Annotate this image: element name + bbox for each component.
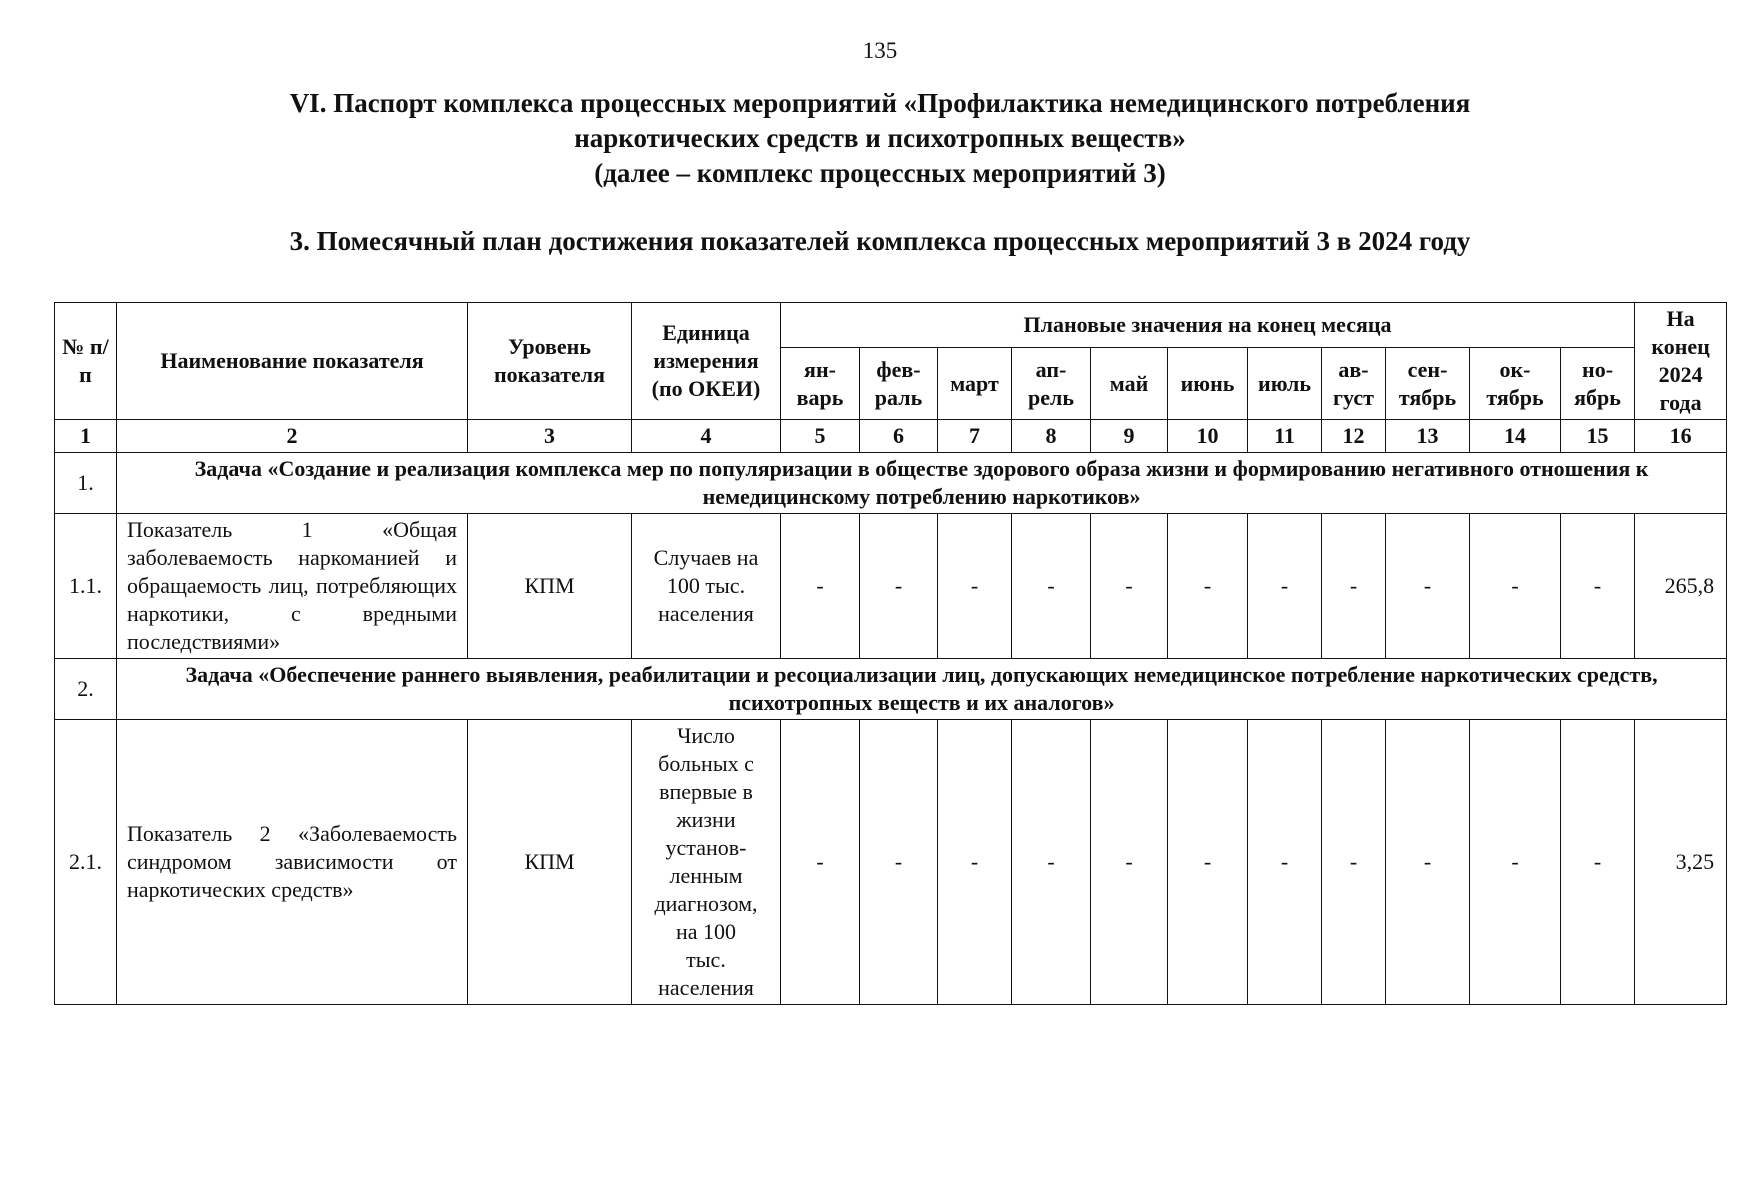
task-title: Задача «Создание и реализация комплекса мер по популяризации в обществе здорового образа жизни и формированию негативного отношения к немедицинскому потреблению наркотиков»	[117, 453, 1727, 514]
month-value: -	[1470, 514, 1561, 659]
column-number: 16	[1635, 420, 1727, 453]
indicator-level: КПМ	[468, 720, 632, 1005]
column-numbers-row	[55, 420, 1727, 453]
month-value: -	[1386, 514, 1470, 659]
header-num: № п/п	[55, 303, 117, 420]
task-number: 1.	[55, 453, 117, 514]
month-value: -	[860, 514, 938, 659]
column-number: 3	[468, 420, 632, 453]
header-final: На конец 2024 года	[1635, 303, 1727, 420]
column-number: 13	[1386, 420, 1470, 453]
header-month: фев- раль	[860, 348, 938, 420]
column-number: 2	[117, 420, 468, 453]
month-value: -	[1322, 720, 1386, 1005]
month-value: -	[1168, 720, 1248, 1005]
month-value: -	[1248, 514, 1322, 659]
header-month: ок- тябрь	[1470, 348, 1561, 420]
indicator-name: Показатель 2 «Заболеваемость синдромом зависимости от наркотических средств»	[117, 720, 468, 1005]
header-month: июнь	[1168, 348, 1248, 420]
final-value: 265,8	[1635, 514, 1727, 659]
task-title: Задача «Обеспечение раннего выявления, реабилитации и ресоциализации лиц, допускающих немедицинское потребление наркотических средств, психотропных веществ и их аналогов»	[117, 659, 1727, 720]
indicator-row	[55, 720, 1727, 1005]
monthly-plan-table	[54, 302, 1727, 1005]
final-value: 3,25	[1635, 720, 1727, 1005]
column-number: 1	[55, 420, 117, 453]
task-row	[55, 659, 1727, 720]
month-value: -	[1168, 514, 1248, 659]
header-month: ян- варь	[781, 348, 860, 420]
column-number: 7	[938, 420, 1012, 453]
column-number: 8	[1012, 420, 1091, 453]
task-row	[55, 453, 1727, 514]
month-value: -	[938, 720, 1012, 1005]
month-value: -	[1561, 720, 1635, 1005]
month-value: -	[860, 720, 938, 1005]
header-planned: Плановые значения на конец месяца	[781, 303, 1635, 348]
header-month: май	[1091, 348, 1168, 420]
column-number: 15	[1561, 420, 1635, 453]
section-heading: 3. Помесячный план достижения показателей комплекса процессных мероприятий 3 в 2024 году	[289, 226, 1471, 256]
table-body	[55, 453, 1727, 1005]
indicator-level: КПМ	[468, 514, 632, 659]
month-value: -	[1561, 514, 1635, 659]
header-month: июль	[1248, 348, 1322, 420]
task-number: 2.	[55, 659, 117, 720]
indicator-number: 2.1.	[55, 720, 117, 1005]
month-value: -	[781, 514, 860, 659]
heading-line-1: VI. Паспорт комплекса процессных мероприятий «Профилактика немедицинского потребления	[289, 88, 1471, 118]
column-number: 6	[860, 420, 938, 453]
month-value: -	[1248, 720, 1322, 1005]
month-value: -	[1322, 514, 1386, 659]
header-level: Уровень показателя	[468, 303, 632, 420]
indicator-row	[55, 514, 1727, 659]
heading-line-3: (далее – комплекс процессных мероприятий 3)	[594, 158, 1166, 188]
month-value: -	[1091, 514, 1168, 659]
month-value: -	[1012, 514, 1091, 659]
column-number: 10	[1168, 420, 1248, 453]
header-name: Наименование показателя	[117, 303, 468, 420]
column-number: 11	[1248, 420, 1322, 453]
indicator-number: 1.1.	[55, 514, 117, 659]
column-number: 4	[632, 420, 781, 453]
heading-line-2: наркотических средств и психотропных веществ»	[574, 123, 1186, 153]
header-month: март	[938, 348, 1012, 420]
document-heading	[0, 86, 1760, 191]
header-month: ап- рель	[1012, 348, 1091, 420]
indicator-name: Показатель 1 «Общая заболеваемость наркоманией и обращаемость лиц, потребляющих наркотики, с вредными последствиями»	[117, 514, 468, 659]
month-value: -	[938, 514, 1012, 659]
header-unit: Единица измерения (по ОКЕИ)	[632, 303, 781, 420]
column-number: 12	[1322, 420, 1386, 453]
month-value: -	[1470, 720, 1561, 1005]
indicator-unit: Число больных с впервые в жизни установ-ленным диагнозом, на 100 тыс. населения	[632, 720, 781, 1005]
column-number: 14	[1470, 420, 1561, 453]
column-number: 9	[1091, 420, 1168, 453]
month-value: -	[1091, 720, 1168, 1005]
month-value: -	[781, 720, 860, 1005]
header-month: сен- тябрь	[1386, 348, 1470, 420]
month-value: -	[1386, 720, 1470, 1005]
column-number: 5	[781, 420, 860, 453]
indicator-unit: Случаев на 100 тыс. населения	[632, 514, 781, 659]
month-value: -	[1012, 720, 1091, 1005]
header-month: но- ябрь	[1561, 348, 1635, 420]
page-number: 135	[862, 38, 898, 63]
header-month: ав- густ	[1322, 348, 1386, 420]
